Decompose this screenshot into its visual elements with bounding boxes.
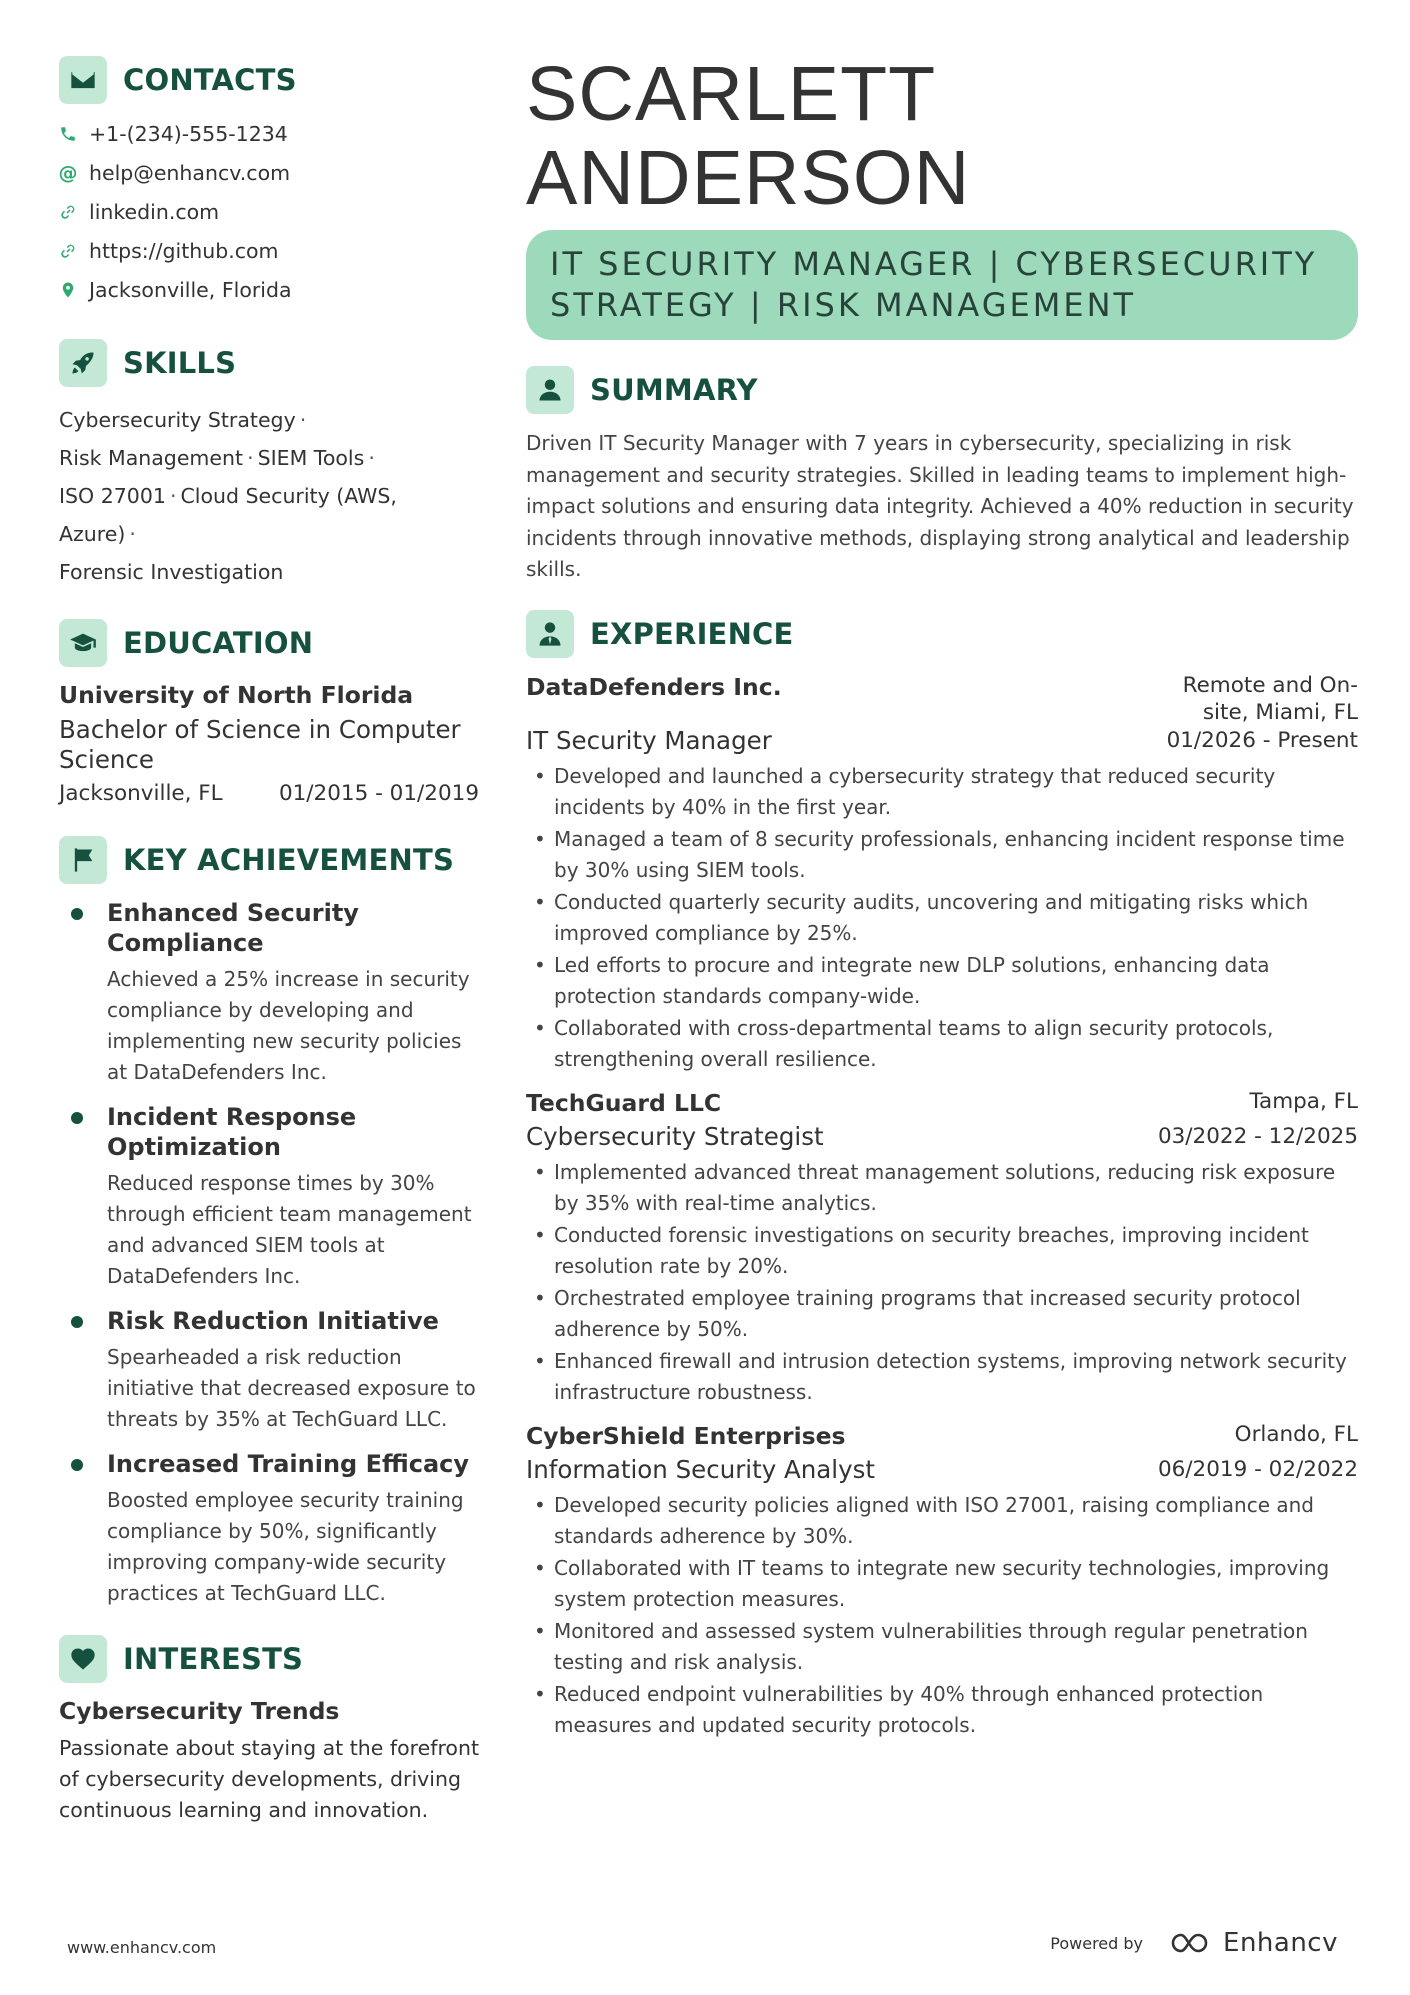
section-title: SUMMARY — [590, 373, 758, 407]
list-item: • Managed a team of 8 security professionals, enhancing incident response time by 30% using SIEM tools. — [526, 824, 1358, 887]
job-bullets — [526, 1490, 1358, 1742]
achievement-item — [59, 1449, 479, 1609]
footer-website[interactable]: www.enhancv.com — [67, 1938, 217, 1957]
summary-text: Driven IT Security Manager with 7 years in cybersecurity, specializing in risk management and security strategies. Skilled in leading teams to implement high-impact solutions and ensuring data integrity. Achieved a 40% reduction in security incidents through innovative methods, displaying strong analytical and leadership skills. — [526, 431, 1354, 581]
enhancv-logo[interactable] — [1169, 1928, 1338, 1958]
education-entry — [59, 681, 479, 806]
interest-desc: Passionate about staying at the forefront of cybersecurity developments, driving continuous learning and innovation. — [59, 1736, 480, 1822]
bullet-dot — [71, 1459, 83, 1471]
skill-separator: · — [129, 522, 136, 546]
skill-line — [59, 439, 479, 477]
interest-title: Cybersecurity Trends — [59, 1697, 340, 1725]
at-icon: @ — [58, 161, 78, 184]
skill-item: ISO 27001 — [59, 484, 166, 508]
skill-separator: · — [368, 446, 375, 470]
enhancv-brand-name: Enhancv — [1223, 1928, 1338, 1958]
skill-separator: · — [299, 408, 307, 432]
job-header — [526, 1088, 1358, 1118]
experience-list — [526, 672, 1358, 1742]
job-company: TechGuard LLC — [526, 1088, 722, 1117]
job-location: Orlando, FL — [1234, 1421, 1358, 1447]
heart-icon — [59, 1635, 107, 1683]
rocket-icon — [59, 339, 107, 387]
achievement-title: Risk Reduction Initiative — [107, 1307, 439, 1335]
list-item: • Developed and launched a cybersecurity strategy that reduced security incidents by 40% in the first year. — [526, 761, 1358, 824]
achievement-item — [59, 898, 479, 1088]
achievement-desc: Boosted employee security training compliance by 50%, significantly improving company-wide security practices at TechGuard LLC. — [107, 1488, 464, 1605]
job-bullets — [526, 761, 1358, 1076]
enhancv-logo-icon — [1169, 1930, 1215, 1956]
job-role: IT Security Manager — [526, 725, 772, 755]
job-entry — [526, 1421, 1358, 1742]
phone-icon — [59, 125, 77, 143]
achievement-desc: Spearheaded a risk reduction initiative that decreased exposure to threats by 35% at TechGuard LLC. — [107, 1345, 476, 1431]
achievements-header — [59, 836, 479, 884]
skill-item: SIEM Tools — [257, 446, 365, 470]
envelope-icon — [59, 56, 107, 104]
contact-github[interactable] — [59, 231, 479, 270]
graduation-cap-icon — [59, 619, 107, 667]
job-header — [526, 1421, 1358, 1451]
skill-line — [59, 553, 479, 591]
contact-email-text: help@enhancv.com — [89, 160, 291, 185]
bullet-dot — [71, 1316, 83, 1328]
achievement-item — [59, 1306, 479, 1435]
user-tie-icon — [526, 610, 574, 658]
skill-line — [59, 401, 479, 439]
list-item: • Reduced endpoint vulnerabilities by 40% through enhanced protection measures and updated security protocols. — [526, 1679, 1358, 1742]
skill-item: Cybersecurity Strategy — [59, 408, 296, 432]
job-location: Remote and On-site, Miami, FL — [1182, 672, 1358, 725]
contact-list — [59, 114, 479, 309]
education-location: Jacksonville, FL — [59, 781, 223, 806]
section-title: EXPERIENCE — [590, 616, 794, 651]
section-title: INTERESTS — [123, 1642, 304, 1676]
experience-header — [526, 610, 1358, 658]
achievement-desc: Reduced response times by 30% through efficient team management and advanced SIEM tools at DataDefenders Inc. — [107, 1171, 472, 1288]
contact-email[interactable] — [59, 153, 479, 192]
list-item: • Conducted forensic investigations on security breaches, improving incident resolution rate by 20%. — [526, 1220, 1358, 1283]
job-entry — [526, 1088, 1358, 1409]
interest-entry — [59, 1697, 479, 1826]
achievement-item — [59, 1102, 479, 1292]
contact-linkedin-text: linkedin.com — [89, 199, 220, 224]
list-item: • Orchestrated employee training programs that increased security protocol adherence by 50%. — [526, 1283, 1358, 1346]
skill-separator: · — [169, 484, 177, 508]
contact-linkedin[interactable] — [59, 192, 479, 231]
education-header — [59, 619, 479, 667]
education-school: University of North Florida — [59, 681, 414, 709]
job-entry — [526, 672, 1358, 1076]
skills-header — [59, 339, 479, 387]
section-title: CONTACTS — [123, 63, 297, 97]
achievement-title: Increased Training Efficacy — [107, 1450, 470, 1478]
contacts-header — [59, 56, 479, 104]
list-item: • Implemented advanced threat management solutions, reducing risk exposure by 35% with real-time analytics. — [526, 1157, 1358, 1220]
job-dates: 01/2026 - Present — [1166, 727, 1358, 753]
job-dates: 03/2022 - 12/2025 — [1157, 1123, 1358, 1149]
achievements-list — [59, 898, 479, 1609]
bullet-dot — [71, 1112, 83, 1124]
name-first: SCARLETT — [526, 51, 937, 137]
summary-header — [526, 366, 1358, 414]
section-title: SKILLS — [123, 346, 237, 380]
contact-location — [59, 270, 479, 309]
job-role: Information Security Analyst — [526, 1454, 875, 1484]
job-company: DataDefenders Inc. — [526, 672, 782, 701]
flag-icon — [59, 836, 107, 884]
list-item: • Led efforts to procure and integrate new DLP solutions, enhancing data protection standards company-wide. — [526, 950, 1358, 1013]
link-icon — [59, 203, 77, 221]
candidate-name — [526, 52, 1358, 220]
skill-line — [59, 477, 479, 553]
achievement-desc: Achieved a 25% increase in security compliance by developing and implementing new security policies at DataDefenders Inc. — [107, 967, 470, 1084]
skill-item: Cloud Security (AWS, Azure) — [59, 484, 397, 546]
achievement-title: Enhanced Security Compliance — [107, 899, 359, 957]
job-dates: 06/2019 - 02/2022 — [1157, 1456, 1358, 1482]
footer-powered-by: Powered by — [1050, 1933, 1144, 1953]
job-company: CyberShield Enterprises — [526, 1421, 846, 1450]
list-item: • Collaborated with IT teams to integrate new security technologies, improving system protection measures. — [526, 1553, 1358, 1616]
skills-list — [59, 401, 479, 591]
section-title: EDUCATION — [123, 626, 314, 660]
job-header — [526, 672, 1358, 726]
list-item: • Collaborated with cross-departmental teams to align security protocols, strengthening overall resilience. — [526, 1013, 1358, 1076]
list-item: • Monitored and assessed system vulnerabilities through regular penetration testing and risk analysis. — [526, 1616, 1358, 1679]
job-subheader — [526, 1455, 1358, 1484]
education-dates: 01/2015 - 01/2019 — [278, 781, 479, 806]
education-degree: Bachelor of Science in Computer Science — [59, 715, 461, 774]
contact-phone-text: +1-(234)-555-1234 — [89, 121, 288, 146]
education-meta — [59, 781, 479, 806]
job-subheader — [526, 1122, 1358, 1151]
list-item: • Enhanced firewall and intrusion detection systems, improving network security infrastructure robustness. — [526, 1346, 1358, 1409]
name-last: ANDERSON — [526, 135, 971, 221]
job-bullets — [526, 1157, 1358, 1409]
user-icon — [526, 366, 574, 414]
contact-github-text: https://github.com — [89, 238, 279, 263]
skill-item: Forensic Investigation — [59, 560, 284, 584]
list-item: • Developed security policies aligned with ISO 27001, raising compliance and standards adherence by 30%. — [526, 1490, 1358, 1553]
job-location: Tampa, FL — [1249, 1088, 1358, 1114]
skill-item: Risk Management — [59, 446, 244, 470]
job-role: Cybersecurity Strategist — [526, 1121, 824, 1151]
contact-phone[interactable] — [59, 114, 479, 153]
skill-separator: · — [247, 446, 254, 470]
list-item: • Conducted quarterly security audits, uncovering and mitigating risks which improved compliance by 25%. — [526, 887, 1358, 950]
interests-header — [59, 1635, 479, 1683]
section-title: KEY ACHIEVEMENTS — [123, 843, 455, 877]
footer-branding — [1050, 1928, 1338, 1958]
link-icon — [59, 242, 77, 260]
contact-location-text: Jacksonville, Florida — [89, 277, 292, 302]
job-subheader — [526, 726, 1358, 755]
bullet-dot — [71, 908, 83, 920]
achievement-title: Incident Response Optimization — [107, 1103, 357, 1161]
headline-banner: IT SECURITY MANAGER | CYBERSECURITY STRATEGY | RISK MANAGEMENT — [526, 230, 1358, 340]
right-column — [526, 52, 1358, 1754]
map-pin-icon — [59, 281, 77, 299]
left-column — [59, 56, 479, 1826]
